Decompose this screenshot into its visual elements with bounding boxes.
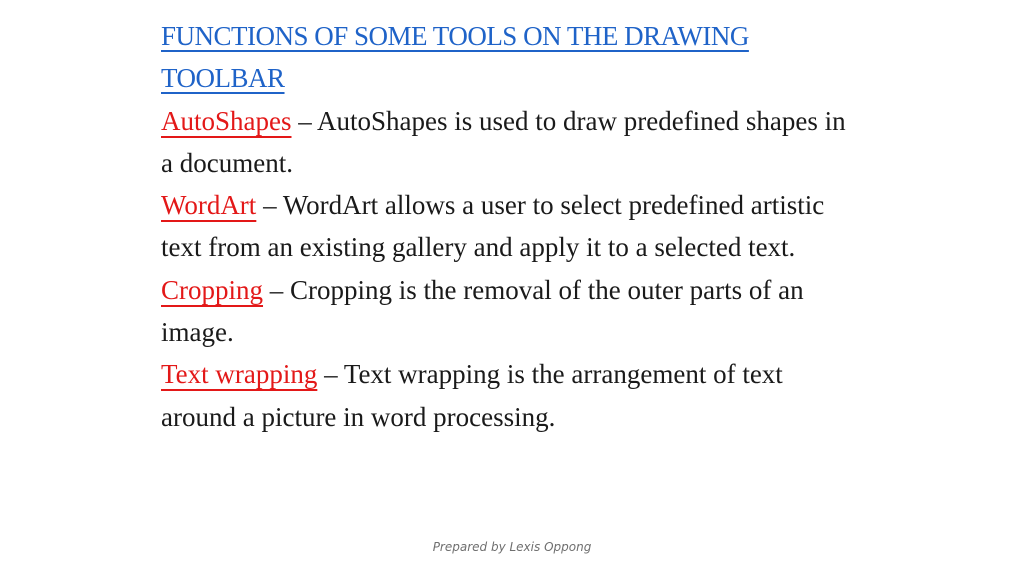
definition-wordart: [161, 184, 861, 269]
term-wordart: WordArt: [161, 190, 257, 221]
separator: –: [256, 190, 283, 221]
term-cropping: Cropping: [161, 274, 264, 305]
term-autoshapes: AutoShapes: [161, 105, 292, 136]
definition-text: AutoShapes is used to draw predefined shapes in a document.: [161, 105, 846, 178]
heading-line-2: TOOLBAR: [161, 63, 285, 94]
slide-content: [161, 15, 861, 438]
separator: –: [263, 274, 291, 305]
definition-text: WordArt allows a user to select predefined artistic text from an existing gallery and apply it to a selected text.: [161, 190, 825, 263]
footer-credit: Prepared by Lexis Oppong: [432, 540, 592, 554]
term-text-wrapping: Text wrapping: [161, 359, 318, 390]
separator: –: [317, 359, 344, 390]
definition-text: Text wrapping is the arrangement of text around a picture in word processing.: [161, 359, 783, 432]
slide-heading: [161, 15, 861, 100]
heading-line-1: FUNCTIONS OF SOME TOOLS ON THE DRAWING: [161, 21, 749, 51]
separator: –: [291, 105, 318, 136]
definition-text-wrapping: [161, 353, 861, 438]
definition-text: Cropping is the removal of the outer parts of an image.: [161, 274, 804, 348]
definition-autoshapes: [161, 100, 861, 185]
definition-cropping: [161, 269, 861, 354]
